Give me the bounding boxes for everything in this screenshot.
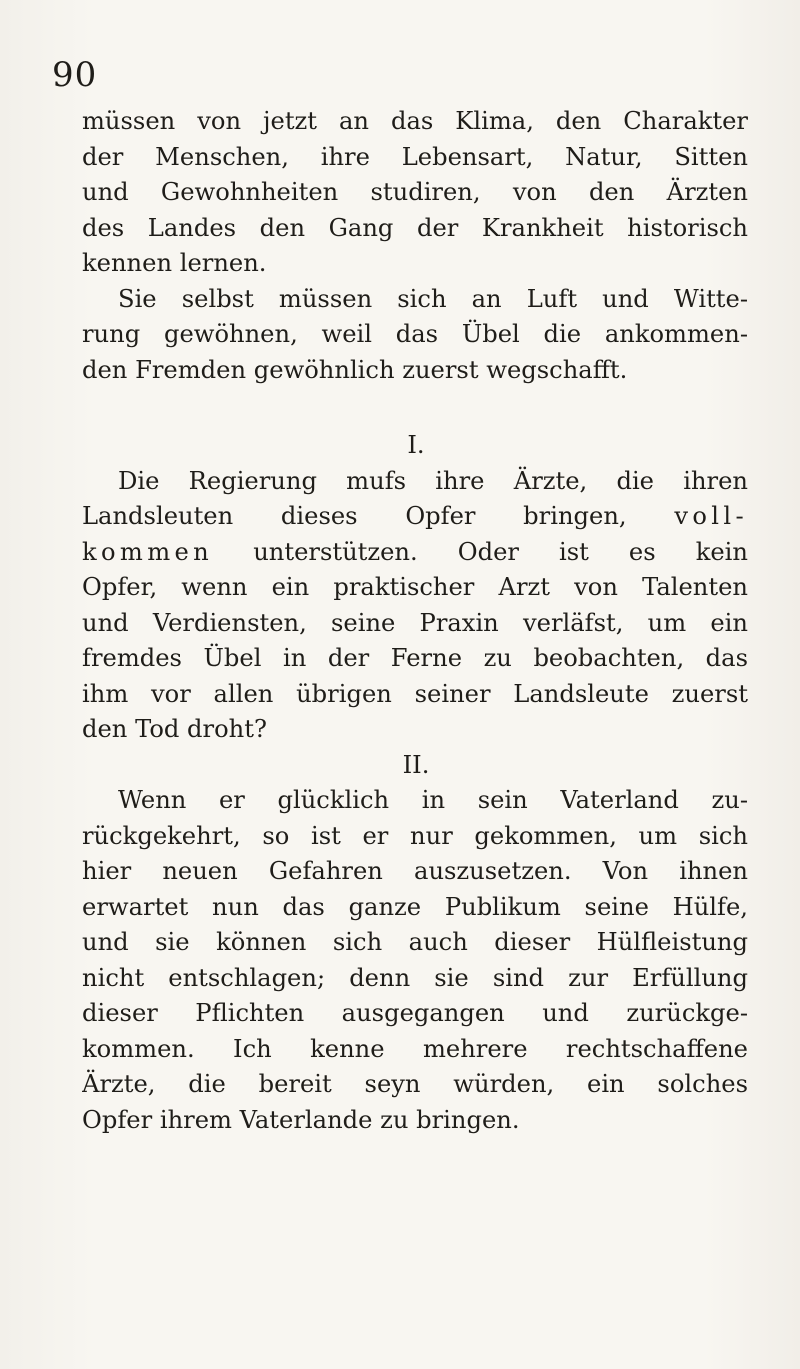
paragraph-line: Opfer ihrem Vaterlande zu bringen. bbox=[82, 1105, 520, 1134]
paragraph-line: des Landes den Gang der Krankheit historisch bbox=[82, 213, 748, 242]
paragraph-line: fremdes Übel in der Ferne zu beobachten, das bbox=[82, 644, 748, 672]
paragraph-line bbox=[82, 499, 748, 535]
paragraph-line: und Verdiensten, seine Praxin verläfst, um ein bbox=[82, 608, 748, 637]
paragraph-line: nicht entschlagen; denn sie sind zur Erfüllung bbox=[82, 963, 748, 992]
paragraph-line: müssen von jetzt an das Klima, den Charakter bbox=[82, 107, 748, 135]
line-text: unterstützen. Oder ist es kein bbox=[253, 537, 748, 566]
section-spacer bbox=[82, 388, 748, 428]
paragraph-line: der Menschen, ihre Lebensart, Natur, Sitten bbox=[82, 142, 748, 171]
paragraph-line: erwartet nun das ganze Publikum seine Hülfe, bbox=[82, 892, 748, 921]
paragraph-line: und Gewohnheiten studiren, von den Ärzten bbox=[82, 178, 748, 206]
paragraph-line: dieser Pflichten ausgegangen und zurückge- bbox=[82, 999, 748, 1027]
paragraph-line: Wenn er glücklich in sein Vaterland zu- bbox=[118, 786, 748, 814]
paragraph-line: Sie selbst müssen sich an Luft und Witte- bbox=[118, 284, 748, 313]
paragraph-line: den Fremden gewöhnlich zuerst wegschafft. bbox=[82, 355, 628, 384]
paragraph-line: hier neuen Gefahren auszusetzen. Von ihnen bbox=[82, 857, 748, 885]
paragraph-line: kennen lernen. bbox=[82, 249, 267, 277]
paragraph-line: rückgekehrt, so ist er nur gekommen, um sich bbox=[82, 821, 748, 850]
paragraph-line: den Tod droht? bbox=[82, 715, 267, 743]
paragraph-line: Ärzte, die bereit seyn würden, ein solches bbox=[82, 1070, 748, 1098]
section-heading-i: I. bbox=[407, 431, 425, 459]
paragraph-line: kommen. Ich kenne mehrere rechtschaffene bbox=[82, 1034, 748, 1063]
line-text: Landsleuten dieses Opfer bringen, bbox=[82, 502, 627, 530]
section-heading-ii: II. bbox=[402, 750, 430, 779]
page-text bbox=[82, 104, 748, 1138]
paragraph-line: rung gewöhnen, weil das Übel die ankommen- bbox=[82, 320, 748, 348]
page-number: 90 bbox=[52, 55, 98, 95]
paragraph-line: Die Regierung mufs ihre Ärzte, die ihren bbox=[118, 466, 748, 495]
emphasized-word: kommen bbox=[82, 537, 214, 566]
emphasized-word: voll- bbox=[674, 502, 748, 530]
paragraph-line bbox=[82, 535, 748, 571]
paragraph-line: und sie können sich auch dieser Hülfleistung bbox=[82, 928, 748, 956]
paragraph-line: ihm vor allen übrigen seiner Landsleute zuerst bbox=[82, 679, 748, 708]
paragraph-line: Opfer, wenn ein praktischer Arzt von Talenten bbox=[82, 573, 748, 601]
